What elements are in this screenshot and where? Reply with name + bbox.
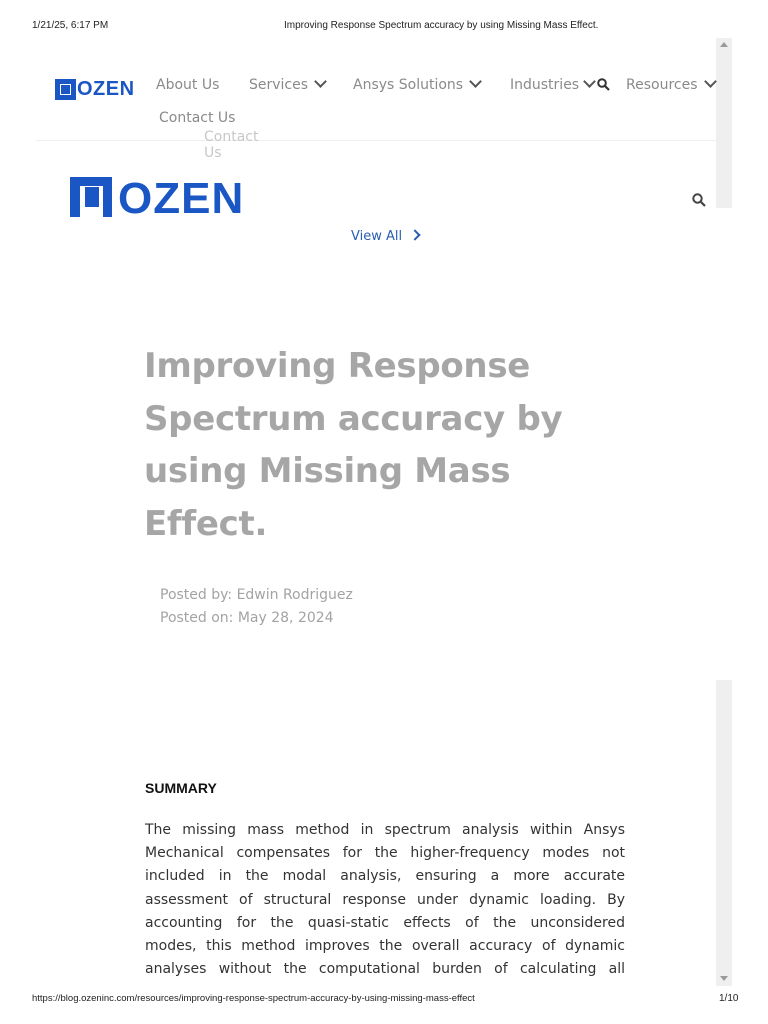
- nav-ansys-solutions-label: Ansys Solutions: [353, 77, 464, 93]
- nav-ansys-solutions[interactable]: [353, 77, 480, 93]
- view-all-label: View All: [351, 229, 403, 244]
- chevron-down-icon: [314, 75, 327, 88]
- search-icon: [692, 193, 706, 207]
- nav-resources[interactable]: [626, 77, 715, 93]
- summary-paragraph: [145, 819, 625, 981]
- scrollbar-top[interactable]: [716, 38, 732, 208]
- chevron-down-icon: [469, 75, 482, 88]
- summary-line: assessment of structural response under dynamic loading. By: [145, 891, 625, 908]
- scroll-up-arrow-icon[interactable]: [720, 42, 728, 47]
- print-doc-title: Improving Response Spectrum accuracy by using Missing Mass Effect.: [284, 20, 599, 31]
- summary-heading: SUMMARY: [145, 780, 217, 796]
- scroll-down-arrow-icon[interactable]: [720, 976, 728, 981]
- view-all-link[interactable]: [351, 229, 419, 244]
- nav-about-us[interactable]: [156, 77, 219, 93]
- nav-resources-label: Resources: [626, 77, 698, 93]
- nav-contact-us[interactable]: [159, 110, 235, 126]
- summary-line: analyses without the computational burden of calculating all: [145, 961, 625, 978]
- footer-band: [0, 986, 768, 1024]
- clipped-text-fragment: Contact Us: [204, 129, 259, 161]
- nav-industries[interactable]: [510, 77, 594, 93]
- print-datetime: 1/21/25, 6:17 PM: [32, 20, 109, 31]
- chevron-right-icon: [410, 229, 421, 240]
- large-logo-text: OZEN: [118, 174, 245, 223]
- large-logo-clipped: [70, 173, 270, 223]
- article-title-line: Effect.: [144, 503, 268, 544]
- summary-line: Mechanical compensates for the higher-frequency modes not: [145, 845, 625, 862]
- article-title-line: Improving Response: [144, 346, 531, 386]
- chevron-down-icon: [583, 75, 596, 88]
- header-search-button[interactable]: [692, 193, 706, 212]
- nav-search-button[interactable]: [597, 78, 610, 96]
- search-icon: [597, 78, 610, 91]
- nav-about-us-label: About Us: [156, 77, 220, 93]
- nav-services[interactable]: [249, 77, 325, 93]
- summary-line: accounting for the quasi-static effects of the unconsidered: [145, 914, 625, 931]
- posted-by: Posted by: Edwin Rodriguez: [160, 587, 353, 603]
- scrollbar-bottom[interactable]: [716, 680, 732, 986]
- summary-line: The missing mass method in spectrum analysis within Ansys: [145, 822, 625, 838]
- logo-text: OZEN: [77, 77, 135, 100]
- article-title-line: using Missing Mass: [144, 451, 511, 491]
- nav-contact-us-label: Contact Us: [159, 110, 236, 126]
- print-url: https://blog.ozeninc.com/resources/improving-response-spectrum-accuracy-by-using-missing-mass-effect: [32, 993, 475, 1004]
- nav-services-label: Services: [249, 77, 309, 93]
- summary-line: modes, this method improves the overall accuracy of dynamic: [145, 938, 625, 955]
- posted-on: Posted on: May 28, 2024: [160, 610, 334, 626]
- chevron-down-icon: [704, 75, 717, 88]
- article-title-line: Spectrum accuracy by: [144, 398, 563, 439]
- print-page-number: 1/10: [719, 993, 739, 1004]
- summary-line: included in the modal analysis, ensuring a more accurate: [145, 868, 625, 885]
- article-meta: [160, 584, 353, 630]
- logo-mark-icon: [55, 79, 76, 100]
- site-logo[interactable]: [55, 78, 135, 100]
- article-title: [144, 340, 604, 550]
- nav-industries-label: Industries: [510, 77, 580, 93]
